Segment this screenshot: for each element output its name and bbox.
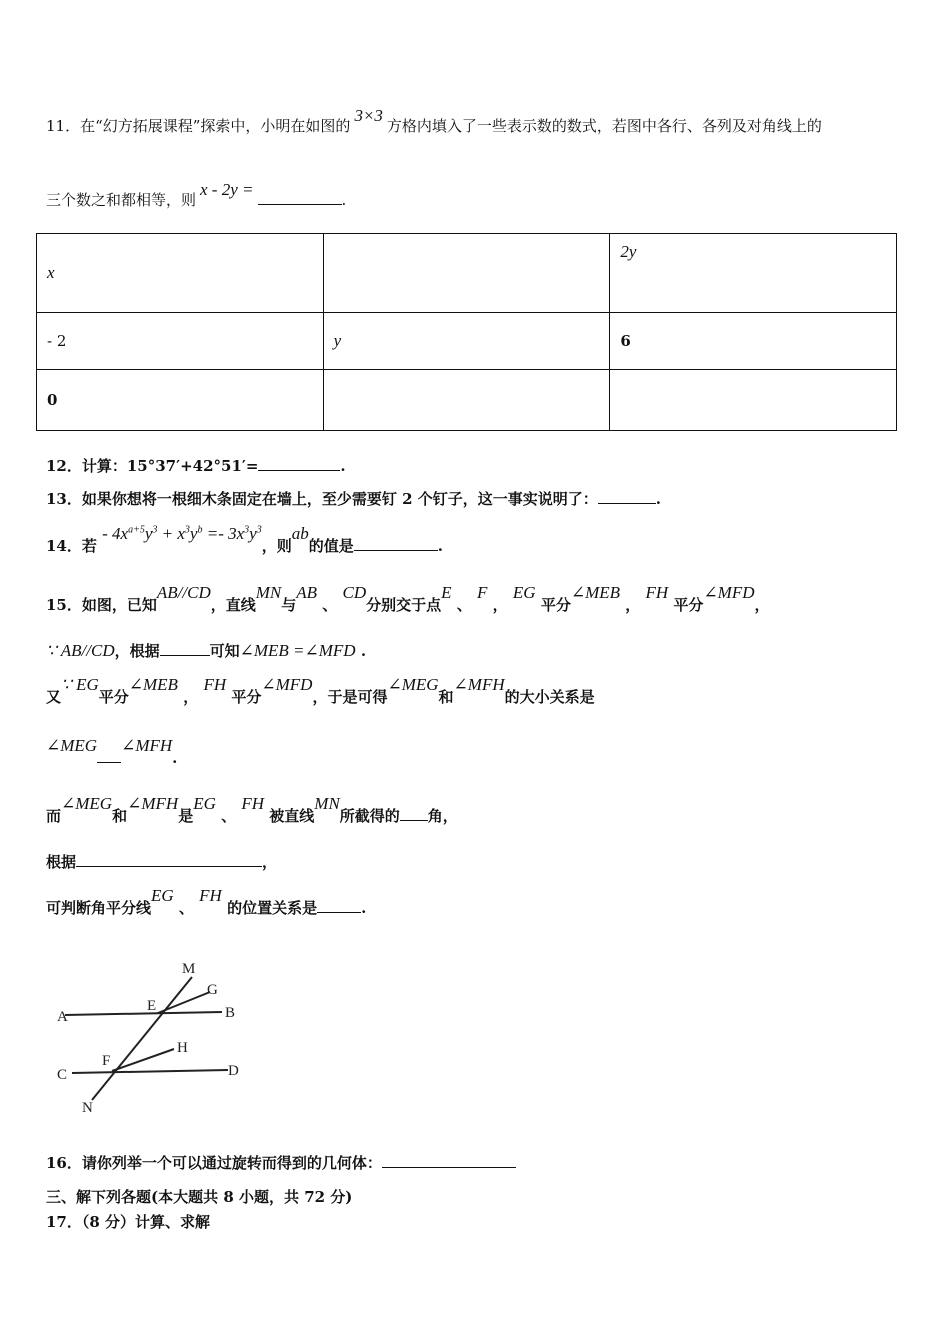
- q12-answer-blank[interactable]: [258, 456, 340, 471]
- table-cell: x: [37, 234, 324, 313]
- q11-text-2: 方格内填入了一些表示数的数式，若图中各行、各列及对角线上的: [386, 117, 822, 135]
- q16-answer-blank[interactable]: [382, 1153, 516, 1168]
- line-ab: [65, 1012, 222, 1015]
- label-m: M: [182, 961, 196, 977]
- label-d: D: [228, 1063, 239, 1079]
- q11-text-3: 三个数之和都相等，则: [46, 191, 197, 209]
- table-cell: 0: [37, 370, 324, 431]
- q15-line4: ∠MEG ∠MFH.: [46, 736, 178, 767]
- ray-eg: [158, 992, 210, 1013]
- q16-text: 请你列举一个可以通过旋转而得到的几何体：: [81, 1154, 382, 1172]
- table-row: [37, 313, 897, 370]
- q14-answer-blank[interactable]: [354, 536, 438, 551]
- q12-line: [46, 455, 346, 476]
- label-a: A: [57, 1009, 68, 1025]
- q15-reason-blank-2[interactable]: [76, 852, 262, 867]
- q17-number: 17．: [46, 1213, 82, 1231]
- line-cd: [72, 1070, 228, 1073]
- magic-square-table: [36, 233, 897, 431]
- q11-grid-size: 3×3: [354, 106, 383, 125]
- q12-number: 12．: [46, 457, 82, 475]
- q13-number: 13．: [46, 490, 82, 508]
- table-row: [37, 370, 897, 431]
- table-cell: y: [323, 313, 610, 370]
- q15-angle-type-blank[interactable]: [400, 806, 428, 821]
- q15-line6: 根据 ，: [46, 853, 278, 871]
- q14-period: .: [437, 537, 443, 555]
- label-c: C: [57, 1067, 68, 1083]
- q12-period: .: [340, 457, 346, 475]
- table-cell: - 2: [37, 313, 324, 370]
- q11-answer-blank[interactable]: [258, 190, 342, 205]
- q15-line5: 而∠MEG和∠MFH是EG 、 FH 被直线MN所截得的 角，: [46, 794, 458, 825]
- q12-text: 计算：15°37′+42°51′=: [81, 457, 259, 475]
- q11-expression: x - 2y =: [200, 180, 254, 199]
- q11-text-1: 在“幻方拓展课程”探索中，小明在如图的: [80, 117, 351, 135]
- q14-line: [46, 524, 443, 556]
- parallel-lines-figure: [40, 950, 260, 1120]
- q17-text: （8 分）计算、求解: [81, 1213, 211, 1231]
- ray-fh: [112, 1049, 174, 1071]
- label-n: N: [82, 1100, 93, 1116]
- q13-answer-blank[interactable]: [598, 489, 656, 504]
- table-cell: [610, 370, 897, 431]
- q11-period: .: [341, 191, 347, 209]
- q14-equation: - $4x^{a+5}y^3 + x^3y^b =- 3x^3y^3$: [102, 524, 262, 543]
- q16-number: 16．: [46, 1154, 82, 1172]
- q15-position-blank[interactable]: [317, 898, 361, 913]
- label-g: G: [207, 982, 218, 998]
- q13-text: 如果你想将一根细木条固定在墙上，至少需要钉 2 个钉子，这一事实说明了：: [81, 490, 598, 508]
- q14-ab: ab: [291, 524, 309, 543]
- q15-reason-blank-1[interactable]: [160, 641, 210, 656]
- label-e: E: [147, 998, 157, 1014]
- table-cell: 6: [610, 313, 897, 370]
- q11-line1: [46, 106, 822, 136]
- q14-number: 14．: [46, 537, 82, 555]
- q14-pre: 若: [81, 537, 97, 555]
- q15-line7: 可判断角平分线EG 、 FH 的位置关系是 .: [46, 886, 367, 917]
- q15-line3: 又∵ EG平分∠MEB ， FH 平分∠MFD，于是可得∠MEG和∠MFH的大小关系是: [46, 675, 595, 706]
- table-cell: 2y: [610, 234, 897, 313]
- q17-line: [46, 1211, 210, 1232]
- table-row: [37, 234, 897, 313]
- q13-line: [46, 488, 661, 509]
- q15-line2: ∵ AB//CD，根据 可知∠MEB =∠MFD .: [46, 641, 367, 660]
- q15-relation-blank[interactable]: [97, 748, 121, 763]
- q11-line2: [46, 180, 347, 210]
- q13-period: .: [655, 490, 661, 508]
- label-b: B: [225, 1005, 236, 1021]
- label-f: F: [102, 1053, 111, 1069]
- section-3-title: 三、解下列各题(本大题共 8 小题，共 72 分): [46, 1188, 353, 1206]
- label-h: H: [177, 1040, 188, 1056]
- q15-number: 15．: [46, 596, 82, 614]
- q16-line: [46, 1152, 516, 1173]
- line-mn: [92, 977, 192, 1100]
- table-cell: [323, 370, 610, 431]
- q15-line1: 15．如图，已知AB//CD，直线MN与AB 、 CD分别交于点E 、 F ， EG 平分∠MEB ， FH 平分∠MFD，: [46, 583, 770, 614]
- q11-number: 11．: [46, 117, 81, 135]
- q14-post: 的值是: [308, 537, 354, 555]
- table-cell: [323, 234, 610, 313]
- q14-mid: ，则: [261, 537, 292, 555]
